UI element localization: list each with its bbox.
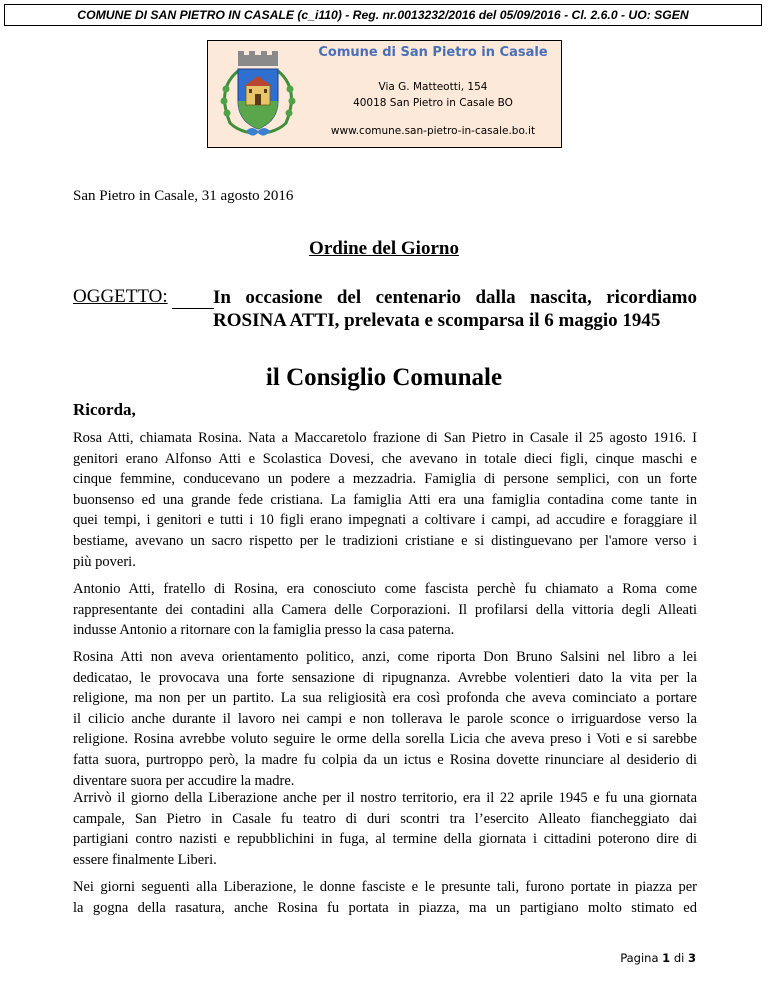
paragraph <box>73 788 697 870</box>
subject-underline <box>172 308 214 309</box>
paragraph-line: Nei giorni seguenti alla Liberazione, le donne fasciste e le presunte tali, furono portate in piazza per <box>73 879 697 895</box>
paragraph-line: genitori erano Alfonso Atti e Scolastica Dovesi, che avevano in totale dieci figli, cinque maschi e <box>73 450 697 467</box>
paragraph-line: Rosina Atti non aveva orientamento politico, anzi, come riporta Don Bruno Salsini nel libro a lei <box>73 649 697 665</box>
paragraph-line: buonsenso ed una grande fede cristiana. La famiglia Atti era una famiglia contadina come tante in <box>73 491 697 508</box>
subject-text <box>213 286 697 332</box>
paragraph-line: Arrivò il giorno della Liberazione anche per il nostro territorio, era il 22 aprile 1945 e fu una giornata <box>73 790 697 806</box>
paragraph-line: quei tempi, i genitori e tutti i 10 figli erano impegnati a coltivare i campi, ad accudire e foraggiare il <box>73 512 697 529</box>
paragraph <box>73 579 697 641</box>
paragraph <box>73 428 697 572</box>
page-number-prefix: Pagina <box>620 951 663 965</box>
paragraph-line: campale, San Pietro in Casale fu teatro di duri scontri tra l’esercito Alleato fiancheggiato dai <box>73 810 697 827</box>
council-heading: il Consiglio Comunale <box>265 364 503 391</box>
date-line: San Pietro in Casale, 31 agosto 2016 <box>73 188 294 204</box>
paragraph-line: il cilicio anche durante il lavoro nei campi e non tollerava le parole sconce o irriguardose verso la <box>73 710 697 727</box>
paragraph-line: cinque femmine, conducevano un podere a mezzadria. Famiglia di persone semplici, con un forte <box>73 471 697 488</box>
paragraph-line: essere finalmente Liberi. <box>73 851 217 868</box>
letterhead-address-city: 40018 San Pietro in Casale BO <box>353 97 513 109</box>
paragraph-line: la gogna della rasatura, anche Rosina fu portata in piazza, ma un partigiano molto stimato ed <box>73 899 697 916</box>
page-number-separator: di <box>670 951 688 965</box>
paragraph-line: religione. Rosina avrebbe voluto seguire le orme della sorella Licia che aveva preso i Voti e si sarebbe <box>73 731 697 748</box>
letterhead-website: www.comune.san-pietro-in-casale.bo.it <box>330 125 536 137</box>
page-number <box>620 951 696 965</box>
municipal-crest-icon <box>208 49 308 141</box>
letterhead <box>207 40 562 148</box>
paragraph <box>73 877 697 918</box>
page-number-current: 1 <box>662 951 671 965</box>
paragraph-line: bestiame, avevano un sacro rispetto per le tradizioni cristiane e si distinguevano per l'amore verso i <box>73 532 697 549</box>
paragraph-line: dedicatao, le provocava una forte sensazione di ripugnanza. Avrebbe volentieri dato la vita per la <box>73 669 697 686</box>
paragraph-line: Rosa Atti, chiamata Rosina. Nata a Maccaretolo frazione di San Pietro in Casale il 25 agosto 1916. I <box>73 430 697 446</box>
paragraph-line: fatta suora, purtroppo però, la madre fu colpia da un ictus e Rosina dovette rinunciare al desiderio di <box>73 751 697 768</box>
paragraph-line: partigiani contro nazisti e repubblichini in fuga, al termine della giornata i cittadini poterono dire di <box>73 831 697 848</box>
subject-line: In occasione del centenario dalla nascita, ricordiamo <box>213 287 697 308</box>
paragraph-line: rappresentante dei contadini alla Camera delle Corporazioni. Il profilarsi della vittoria degli Alleati <box>73 601 697 618</box>
subject-label: OGGETTO: <box>73 286 168 307</box>
ricorda-heading: Ricorda, <box>73 400 136 419</box>
letterhead-address-street: Via G. Matteotti, 154 <box>378 81 488 93</box>
document-title: Ordine del Giorno <box>309 238 459 259</box>
page-number-total: 3 <box>687 951 696 965</box>
protocol-header: COMUNE DI SAN PIETRO IN CASALE (c_i110) - Reg. nr.0013232/2016 del 05/09/2016 - Cl. 2.6.0 - UO: SGEN <box>4 4 762 26</box>
paragraph-line: indusse Antonio a ritornare con la famiglia presso la casa paterna. <box>73 622 455 639</box>
paragraph-line: Antonio Atti, fratello di Rosina, era conosciuto come fascista perchè fu chiamato a Roma come <box>73 581 697 597</box>
subject-line: ROSINA ATTI, prelevata e scomparsa il 6 maggio 1945 <box>213 310 661 331</box>
paragraph-line: diventare suora per accudire la madre. <box>73 772 295 789</box>
letterhead-title: Comune di San Pietro in Casale <box>318 45 548 60</box>
paragraph <box>73 647 697 791</box>
paragraph-line: più poveri. <box>73 553 136 570</box>
paragraph-line: religione, ma non per un partito. La sua religiosità era così profonda che aveva cominciato a portare <box>73 690 697 707</box>
